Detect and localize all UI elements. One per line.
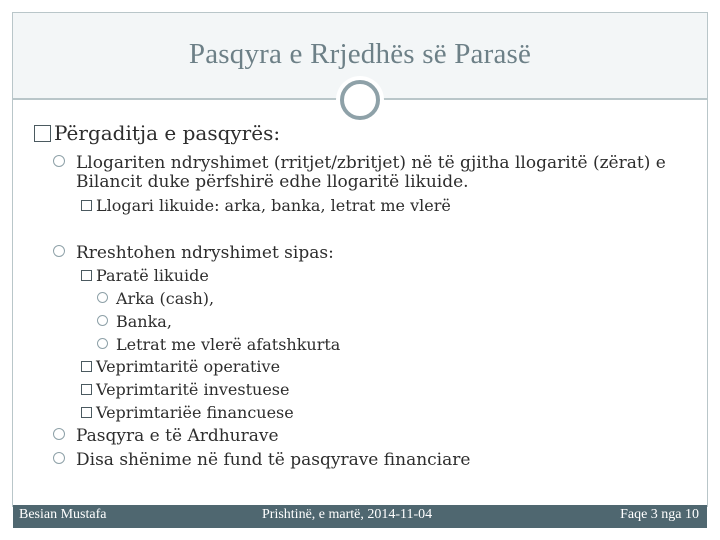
bullet-1-continuation: Bilancit duke përfshirë edhe llogaritë likuide.: [76, 172, 469, 192]
bullet-3-text: Pasqyra e të Ardhurave: [76, 426, 279, 446]
cash-item-text: Letrat me vlerë afatshkurta: [116, 335, 341, 354]
checkbox-bullet-icon: [34, 125, 51, 142]
sub-bullet-liquid: [81, 196, 451, 215]
checkbox-bullet-icon: [81, 270, 92, 281]
checkbox-bullet-icon: [81, 200, 92, 211]
bullet-1-text: Llogariten ndryshimet (rritjet/zbritjet) në të gjitha llogaritë (zërat) e: [76, 153, 666, 173]
sub-bullet-operative-text: Veprimtaritë operative: [96, 357, 281, 376]
bullet-4-text: Disa shënime në fund të pasqyrave financiare: [76, 450, 471, 470]
ring-bullet-icon: [53, 245, 65, 257]
checkbox-bullet-icon: [81, 407, 92, 418]
checkbox-bullet-icon: [81, 384, 92, 395]
bullet-2: [53, 243, 334, 263]
cash-item: [97, 289, 214, 308]
ring-bullet-icon: [97, 292, 108, 303]
footer-date: Prishtinë, e martë, 2014-11-04: [262, 507, 433, 522]
cash-item-text: Arka (cash),: [116, 289, 215, 308]
footer-page-number: Faqe 3 nga 10: [620, 507, 699, 522]
sub-bullet-operative: [81, 357, 280, 376]
bullet-3: [53, 426, 279, 446]
footer-author: Besian Mustafa: [19, 507, 107, 522]
cash-item-text: Banka,: [116, 312, 172, 331]
sub-bullet-investuese: [81, 380, 289, 399]
sub-bullet-liquid-text: Llogari likuide: arka, banka, letrat me vlerë: [96, 196, 451, 215]
sub-bullet-parate-text: Paratë likuide: [96, 266, 209, 285]
sub-bullet-financuese: [81, 403, 294, 422]
ring-bullet-icon: [97, 338, 108, 349]
ring-bullet-icon: [97, 315, 108, 326]
heading-line: [34, 121, 280, 145]
bullet-4: [53, 450, 470, 470]
ring-bullet-icon: [53, 155, 65, 167]
sub-bullet-investuese-text: Veprimtaritë investuese: [96, 380, 290, 399]
sub-bullet-parate: [81, 266, 209, 285]
sub-bullet-financuese-text: Veprimtariëe financuese: [96, 403, 294, 422]
checkbox-bullet-icon: [81, 361, 92, 372]
bullet-2-text: Rreshtohen ndryshimet sipas:: [76, 243, 334, 263]
cash-item: [97, 335, 340, 354]
ring-bullet-icon: [53, 428, 65, 440]
cash-item: [97, 312, 172, 331]
heading-text: Përgaditja e pasqyrës:: [54, 121, 281, 145]
ring-bullet-icon: [53, 452, 65, 464]
bullet-1: [53, 153, 666, 173]
slide-title: Pasqyra e Rrjedhës së Parasë: [188, 38, 532, 70]
